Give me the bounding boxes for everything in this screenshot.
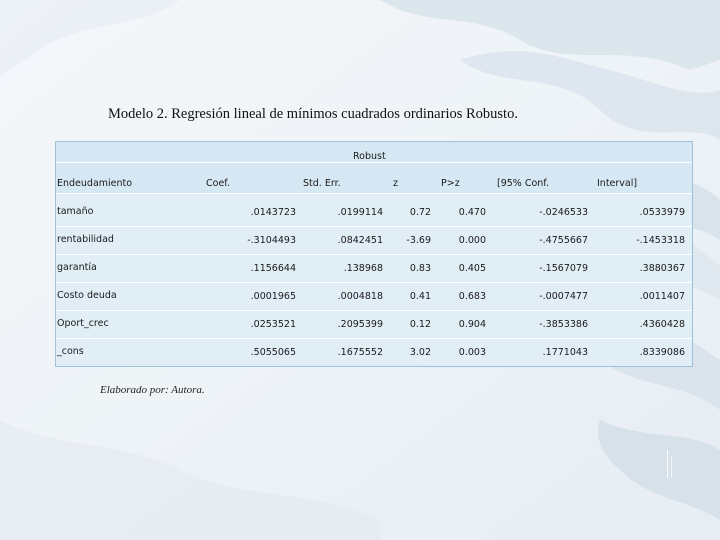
cell-z: 0.83	[409, 263, 431, 274]
cell-coef: .0253521	[250, 319, 296, 330]
cell-conf-high: .0533979	[639, 207, 685, 218]
cell-conf-high: .8339086	[639, 347, 685, 358]
cell-p: 0.000	[458, 235, 486, 246]
cell-coef: .0001965	[250, 291, 296, 302]
row-divider	[56, 282, 692, 283]
cell-conf-high: .3880367	[639, 263, 685, 274]
cell-std-err: .2095399	[337, 319, 383, 330]
source-note: Elaborado por: Autora.	[100, 384, 205, 396]
cell-std-err: .138968	[343, 263, 383, 274]
row-divider	[56, 254, 692, 255]
row-divider	[56, 310, 692, 311]
row-divider	[56, 338, 692, 339]
cell-coef: .1156644	[250, 263, 296, 274]
row-label-tamano: tamaño	[57, 206, 94, 217]
column-header-conf-high: Interval]	[597, 178, 638, 189]
cell-conf-low: .1771043	[542, 347, 588, 358]
column-header-z: z	[393, 178, 398, 189]
row-label-rentabilidad: rentabilidad	[57, 234, 114, 245]
cell-p: 0.683	[458, 291, 486, 302]
group-header-robust: Robust	[353, 151, 386, 162]
cell-z: 0.41	[409, 291, 431, 302]
cell-z: -3.69	[406, 235, 431, 246]
column-header-std-err: Std. Err.	[303, 178, 341, 189]
cell-coef: .0143723	[250, 207, 296, 218]
header-divider	[56, 162, 692, 163]
cell-conf-high: .4360428	[639, 319, 685, 330]
column-header-dependent: Endeudamiento	[57, 178, 133, 189]
row-divider	[56, 226, 692, 227]
column-header-conf-low: [95% Conf.	[497, 178, 549, 189]
decorative-line	[667, 450, 668, 478]
row-label-oport-crec: Oport_crec	[57, 318, 109, 329]
header-divider	[56, 193, 692, 194]
column-header-coef: Coef.	[206, 178, 230, 189]
regression-table	[55, 141, 693, 367]
cell-conf-low: -.0246533	[539, 207, 588, 218]
cell-conf-high: -.1453318	[636, 235, 685, 246]
cell-coef: -.3104493	[247, 235, 296, 246]
row-label-cons: _cons	[57, 346, 84, 357]
cell-coef: .5055065	[250, 347, 296, 358]
cell-p: 0.904	[458, 319, 486, 330]
row-label-garantia: garantía	[57, 262, 97, 273]
cell-p: 0.470	[458, 207, 486, 218]
cell-p: 0.405	[458, 263, 486, 274]
cell-z: 0.12	[409, 319, 431, 330]
cell-conf-low: -.4755667	[539, 235, 588, 246]
decorative-line	[671, 456, 672, 478]
cell-conf-low: -.3853386	[539, 319, 588, 330]
cell-std-err: .1675552	[337, 347, 383, 358]
page-title: Modelo 2. Regresión lineal de mínimos cuadrados ordinarios Robusto.	[108, 106, 518, 122]
row-label-costo-deuda: Costo deuda	[57, 290, 117, 301]
cell-conf-high: .0011407	[639, 291, 685, 302]
cell-z: 0.72	[409, 207, 431, 218]
column-header-p: P>z	[441, 178, 460, 189]
cell-conf-low: -.1567079	[539, 263, 588, 274]
cell-std-err: .0199114	[337, 207, 383, 218]
cell-z: 3.02	[409, 347, 431, 358]
cell-p: 0.003	[458, 347, 486, 358]
cell-conf-low: -.0007477	[539, 291, 588, 302]
cell-std-err: .0004818	[337, 291, 383, 302]
cell-std-err: .0842451	[337, 235, 383, 246]
